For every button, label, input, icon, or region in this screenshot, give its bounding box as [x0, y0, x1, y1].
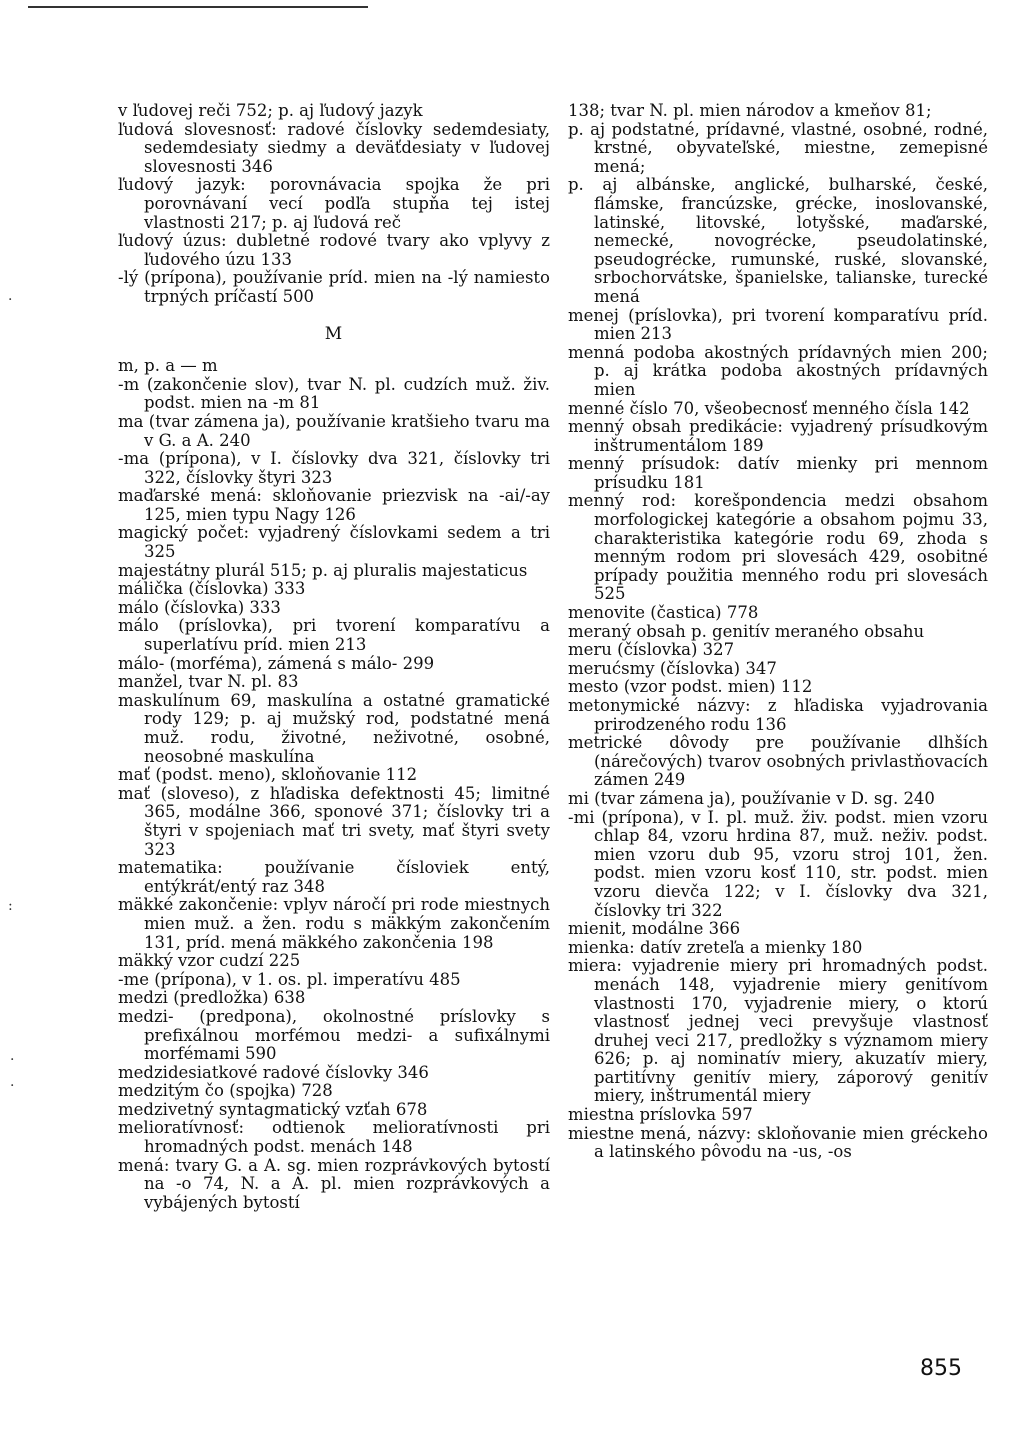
index-entry: 138; tvar N. pl. mien národov a kmeňov 81; — [568, 101, 932, 120]
index-entry: ľudový úzus: dubletné rodové tvary ako vplyvy z ľudového úzu 133 — [118, 231, 550, 269]
index-entry: magický počet: vyjadrený číslovkami sedem a tri 325 — [118, 523, 550, 562]
index-entry: metonymické názvy: z hľadiska vyjadrovania prirodzeného rodu 136 — [568, 696, 988, 734]
index-entry: p. aj albánske, anglické, bulharské, české, flámske, francúzske, grécke, inoslovanské, latinské, litovské, lotyšské, maďarské, nemecké, novogrécke, pseudolatinské, pseudogrécke, rumunské, ruské, slovanské, srbochorvátske, španielske, talianske, turecké mená — [568, 175, 988, 306]
index-entry: v ľudovej reči 752; p. aj ľudový jazyk — [118, 101, 423, 120]
margin-mark: : — [8, 898, 13, 914]
index-entry: mäkký vzor cudzí 225 — [118, 951, 301, 971]
index-entry: -me (prípona), v 1. os. pl. imperatívu 485 — [118, 969, 461, 989]
index-entry: mať (sloveso), z hľadiska defektnosti 45; limitné 365, modálne 366, sponové 371; číslovky tri a štyri v spojeniach mať tri svety, mať štyri svety 323 — [118, 783, 550, 859]
index-entry: medzidesiatkové radové číslovky 346 — [118, 1062, 429, 1082]
margin-mark: · — [8, 292, 13, 308]
index-entry: miera: vyjadrenie miery pri hromadných podst. menách 148, vyjadrenie miery genitívom vlastnosti 170, vyjadrenie miery, o ktorú vlastnosť jednej veci prevyšuje vlastnosť druhej veci 217, predložky s významom miery 626; p. aj nominatív miery, akuzatív miery, partitívny genitív miery, záporový genitív miery, inštrumentál miery — [568, 956, 988, 1106]
index-entry: p. aj podstatné, prídavné, vlastné, osobné, rodné, krstné, obyvateľské, miestne, zemepisné mená; — [568, 119, 988, 176]
index-entry: -lý (prípona), používanie príd. mien na -lý namiesto trpných príčastí 500 — [118, 268, 550, 306]
index-entry: menej (príslovka), pri tvorení komparatívu príd. mien 213 — [568, 305, 988, 344]
index-entry: mienka: datív zreteľa a mienky 180 — [568, 937, 863, 957]
index-entry: mená: tvary G. a A. sg. mien rozprávkových bytostí na -o 74, N. a A. pl. mien rozprávkových a vybájených bytostí — [118, 1155, 550, 1212]
index-entry: medzi- (predpona), okolnostné príslovky s prefixálnou morfémou medzi- a sufixálnymi morfémami 590 — [118, 1006, 550, 1064]
margin-mark: · — [10, 1052, 15, 1068]
index-entry: menný obsah predikácie: vyjadrený prísudkovým inštrumentálom 189 — [568, 417, 988, 455]
page-number: 855 — [920, 1356, 962, 1381]
index-entry: meraný obsah p. genitív meraného obsahu — [568, 621, 925, 641]
index-entry: menovite (častica) 778 — [568, 603, 759, 623]
index-entry: menné číslo 70, všeobecnosť menného čísla 142 — [568, 398, 970, 418]
index-entry: miestna príslovka 597 — [568, 1105, 753, 1125]
index-entry: metrické dôvody pre používanie dlhších (nárečových) tvarov osobných privlastňovacích zámen 249 — [568, 733, 988, 790]
index-entry: mäkké zakončenie: vplyv náročí pri rode miestnych mien muž. a žen. rodu s mäkkým zakončením 131, príd. mená mäkkého zakončenia 198 — [118, 895, 550, 952]
index-entry: merućsmy (číslovka) 347 — [568, 658, 777, 678]
index-entry: manžel, tvar N. pl. 83 — [118, 672, 299, 692]
index-entry: meru (číslovka) 327 — [568, 640, 735, 660]
index-entry: medzitým čo (spojka) 728 — [118, 1081, 333, 1101]
index-entry: menný rod: korešpondencia medzi obsahom morfologickej kategórie a obsahom pojmu 33, charakteristika kategórie rodu 69, zhoda s menným rodom pri slovesách 429, osobitné prípady použitia menného rodu pri slovesách 525 — [568, 491, 988, 604]
index-entry: málička (číslovka) 333 — [118, 579, 306, 599]
index-entry: maskulínum 69, maskulína a ostatné gramatické rody 129; p. aj mužský rod, podstatné mená muž. rodu, životné, neživotné, osobné, neosobné maskulína — [118, 690, 550, 766]
index-entry: mesto (vzor podst. mien) 112 — [568, 677, 813, 697]
index-entry: maďarské mená: skloňovanie priezvisk na -ai/-ay 125, mien typu Nagy 126 — [118, 486, 550, 524]
section-letter-heading: M — [324, 323, 344, 344]
index-entry: majestátny plurál 515; p. aj pluralis majestaticus — [118, 560, 528, 580]
index-entry: matematika: používanie čísloviek entý, entýkrát/entý raz 348 — [118, 858, 550, 896]
margin-mark: · — [10, 1078, 15, 1094]
index-entry: medzivetný syntagmatický vzťah 678 — [118, 1099, 428, 1119]
index-entry: menná podoba akostných prídavných mien 200; p. aj krátka podoba akostných prídavných mien — [568, 342, 988, 399]
index-entry: ľudová slovesnosť: radové číslovky sedemdesiaty, sedemdesiaty siedmy a deväťdesiaty v ľudovej slovesnosti 346 — [118, 119, 550, 176]
index-entry: mi (tvar zámena ja), používanie v D. sg. 240 — [568, 788, 935, 808]
index-entry: ma (tvar zámena ja), používanie kratšieho tvaru ma v G. a A. 240 — [118, 411, 550, 450]
top-rule — [28, 6, 368, 8]
index-entry: málo (príslovka), pri tvorení komparatívu a superlatívu príd. mien 213 — [118, 616, 550, 655]
index-entry: málo (číslovka) 333 — [118, 597, 281, 617]
index-entry: medzi (predložka) 638 — [118, 988, 306, 1008]
index-entry: mienit, modálne 366 — [568, 919, 741, 939]
index-entry: málo- (morféma), zámená s málo- 299 — [118, 653, 435, 673]
index-entry: m, p. a — m — [118, 356, 218, 376]
left-column — [118, 102, 550, 1212]
right-column — [568, 102, 988, 1162]
index-entry: ľudový jazyk: porovnávacia spojka že pri porovnávaní vecí podľa stupňa tej istej vlastnosti 217; p. aj ľudová reč — [118, 175, 550, 232]
index-entry: melioratívnosť: odtienok melioratívnosti pri hromadných podst. menách 148 — [118, 1118, 550, 1157]
index-entry: mať (podst. meno), skloňovanie 112 — [118, 765, 418, 785]
index-entry: -m (zakončenie slov), tvar N. pl. cudzích muž. živ. podst. mien na -m 81 — [118, 374, 550, 413]
index-entry: -ma (prípona), v I. číslovky dva 321, číslovky tri 322, číslovky štyri 323 — [118, 449, 550, 487]
index-entry: menný prísudok: datív mienky pri mennom prísudku 181 — [568, 454, 988, 492]
index-entry: -mi (prípona), v I. pl. muž. živ. podst. mien vzoru chlap 84, vzoru hrdina 87, muž. neživ. podst. mien vzoru dub 95, vzoru stroj 101, žen. podst. mien vzoru kosť 110, str. podst. mien vzoru dievča 122; v I. číslovky dva 321, číslovky tri 322 — [568, 807, 988, 920]
index-entry: miestne mená, názvy: skloňovanie mien gréckeho a latinského pôvodu na -us, -os — [568, 1123, 988, 1162]
